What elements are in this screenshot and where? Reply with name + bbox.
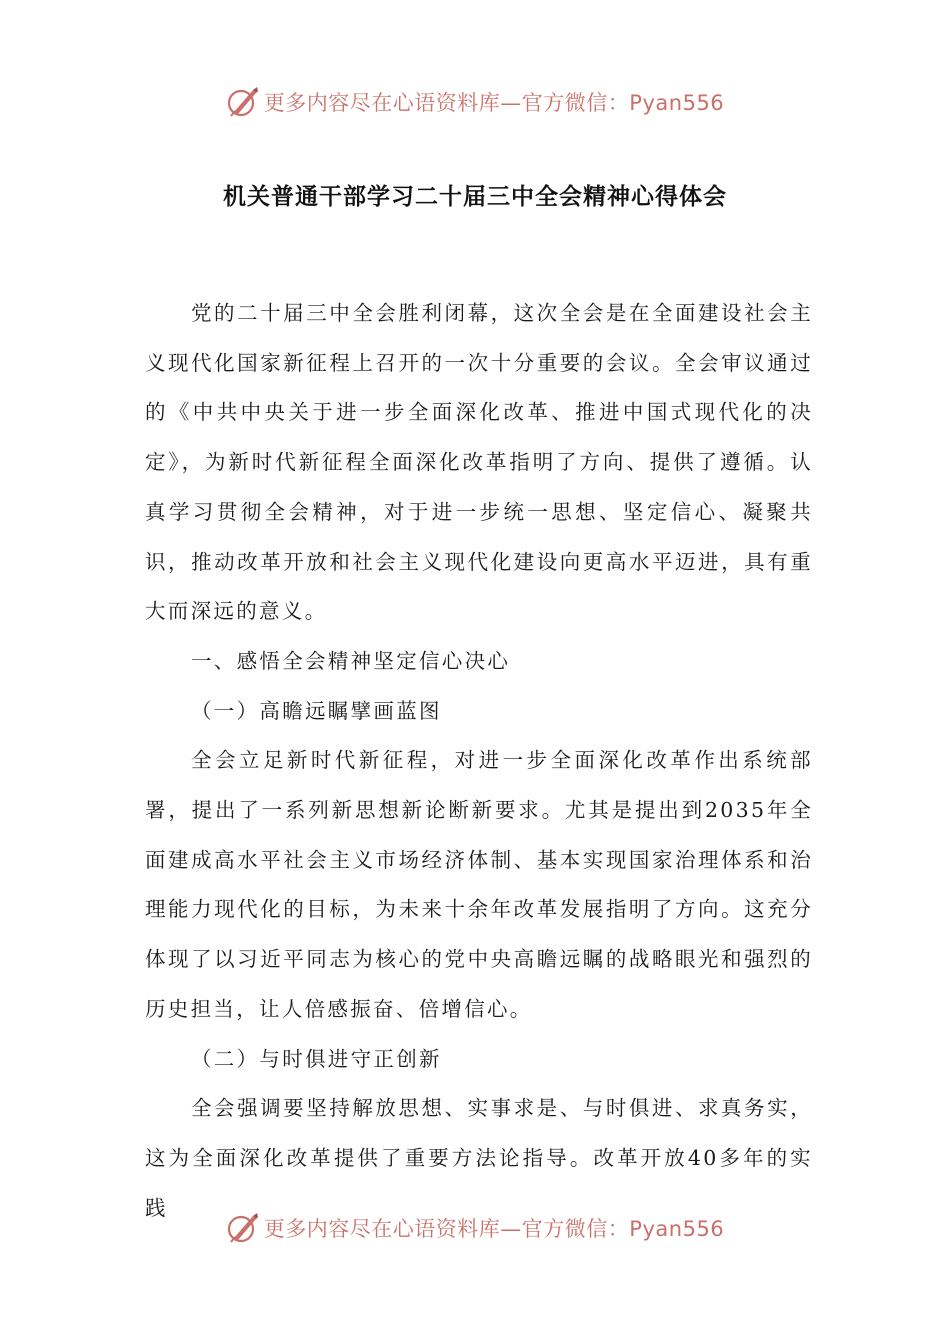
header-watermark-banner	[0, 82, 950, 122]
header-banner-text: 更多内容尽在心语资料库—官方微信：Pyan556	[263, 91, 725, 115]
pen-quill-logo-icon	[226, 85, 260, 119]
subsection-heading-2: （二）与时俱进守正创新	[191, 1046, 442, 1071]
subsection-heading-1: （一）高瞻远瞩擘画蓝图	[191, 698, 442, 723]
paragraph-body-2: 全会强调要坚持解放思想、实事求是、与时俱进、求真务实，这为全面深化改革提供了重要方法论指导。改革开放40多年的实践	[145, 1096, 813, 1220]
document-title: 机关普通干部学习二十届三中全会精神心得体会	[223, 184, 727, 210]
section-heading-1: 一、感悟全会精神坚定信心决心	[191, 648, 511, 673]
paragraph-intro: 党的二十届三中全会胜利闭幕，这次全会是在全面建设社会主义现代化国家新征程上召开的一次十分重要的会议。全会审议通过的《中共中央关于进一步全面深化改革、推进中国式现代化的决定》，为新时代新征程全面深化改革指明了方向、提供了遵循。认真学习贯彻全会精神，对于进一步统一思想、坚定信心、凝聚共识，推动改革开放和社会主义现代化建设向更高水平迈进，具有重大而深远的意义。	[145, 301, 813, 624]
paragraph-body-1: 全会立足新时代新征程，对进一步全面深化改革作出系统部署，提出了一系列新思想新论断新要求。尤其是提出到2035年全面建成高水平社会主义市场经济体制、基本实现国家治理体系和治理能力现代化的目标，为未来十余年改革发展指明了方向。这充分体现了以习近平同志为核心的党中央高瞻远瞩的战略眼光和强烈的历史担当，让人倍感振奋、倍增信心。	[145, 748, 813, 1021]
footer-banner-text: 更多内容尽在心语资料库—官方微信：Pyan556	[263, 1217, 725, 1241]
pen-quill-logo-icon	[226, 1211, 260, 1245]
document-body	[145, 289, 813, 1233]
footer-watermark-banner	[0, 1208, 950, 1248]
